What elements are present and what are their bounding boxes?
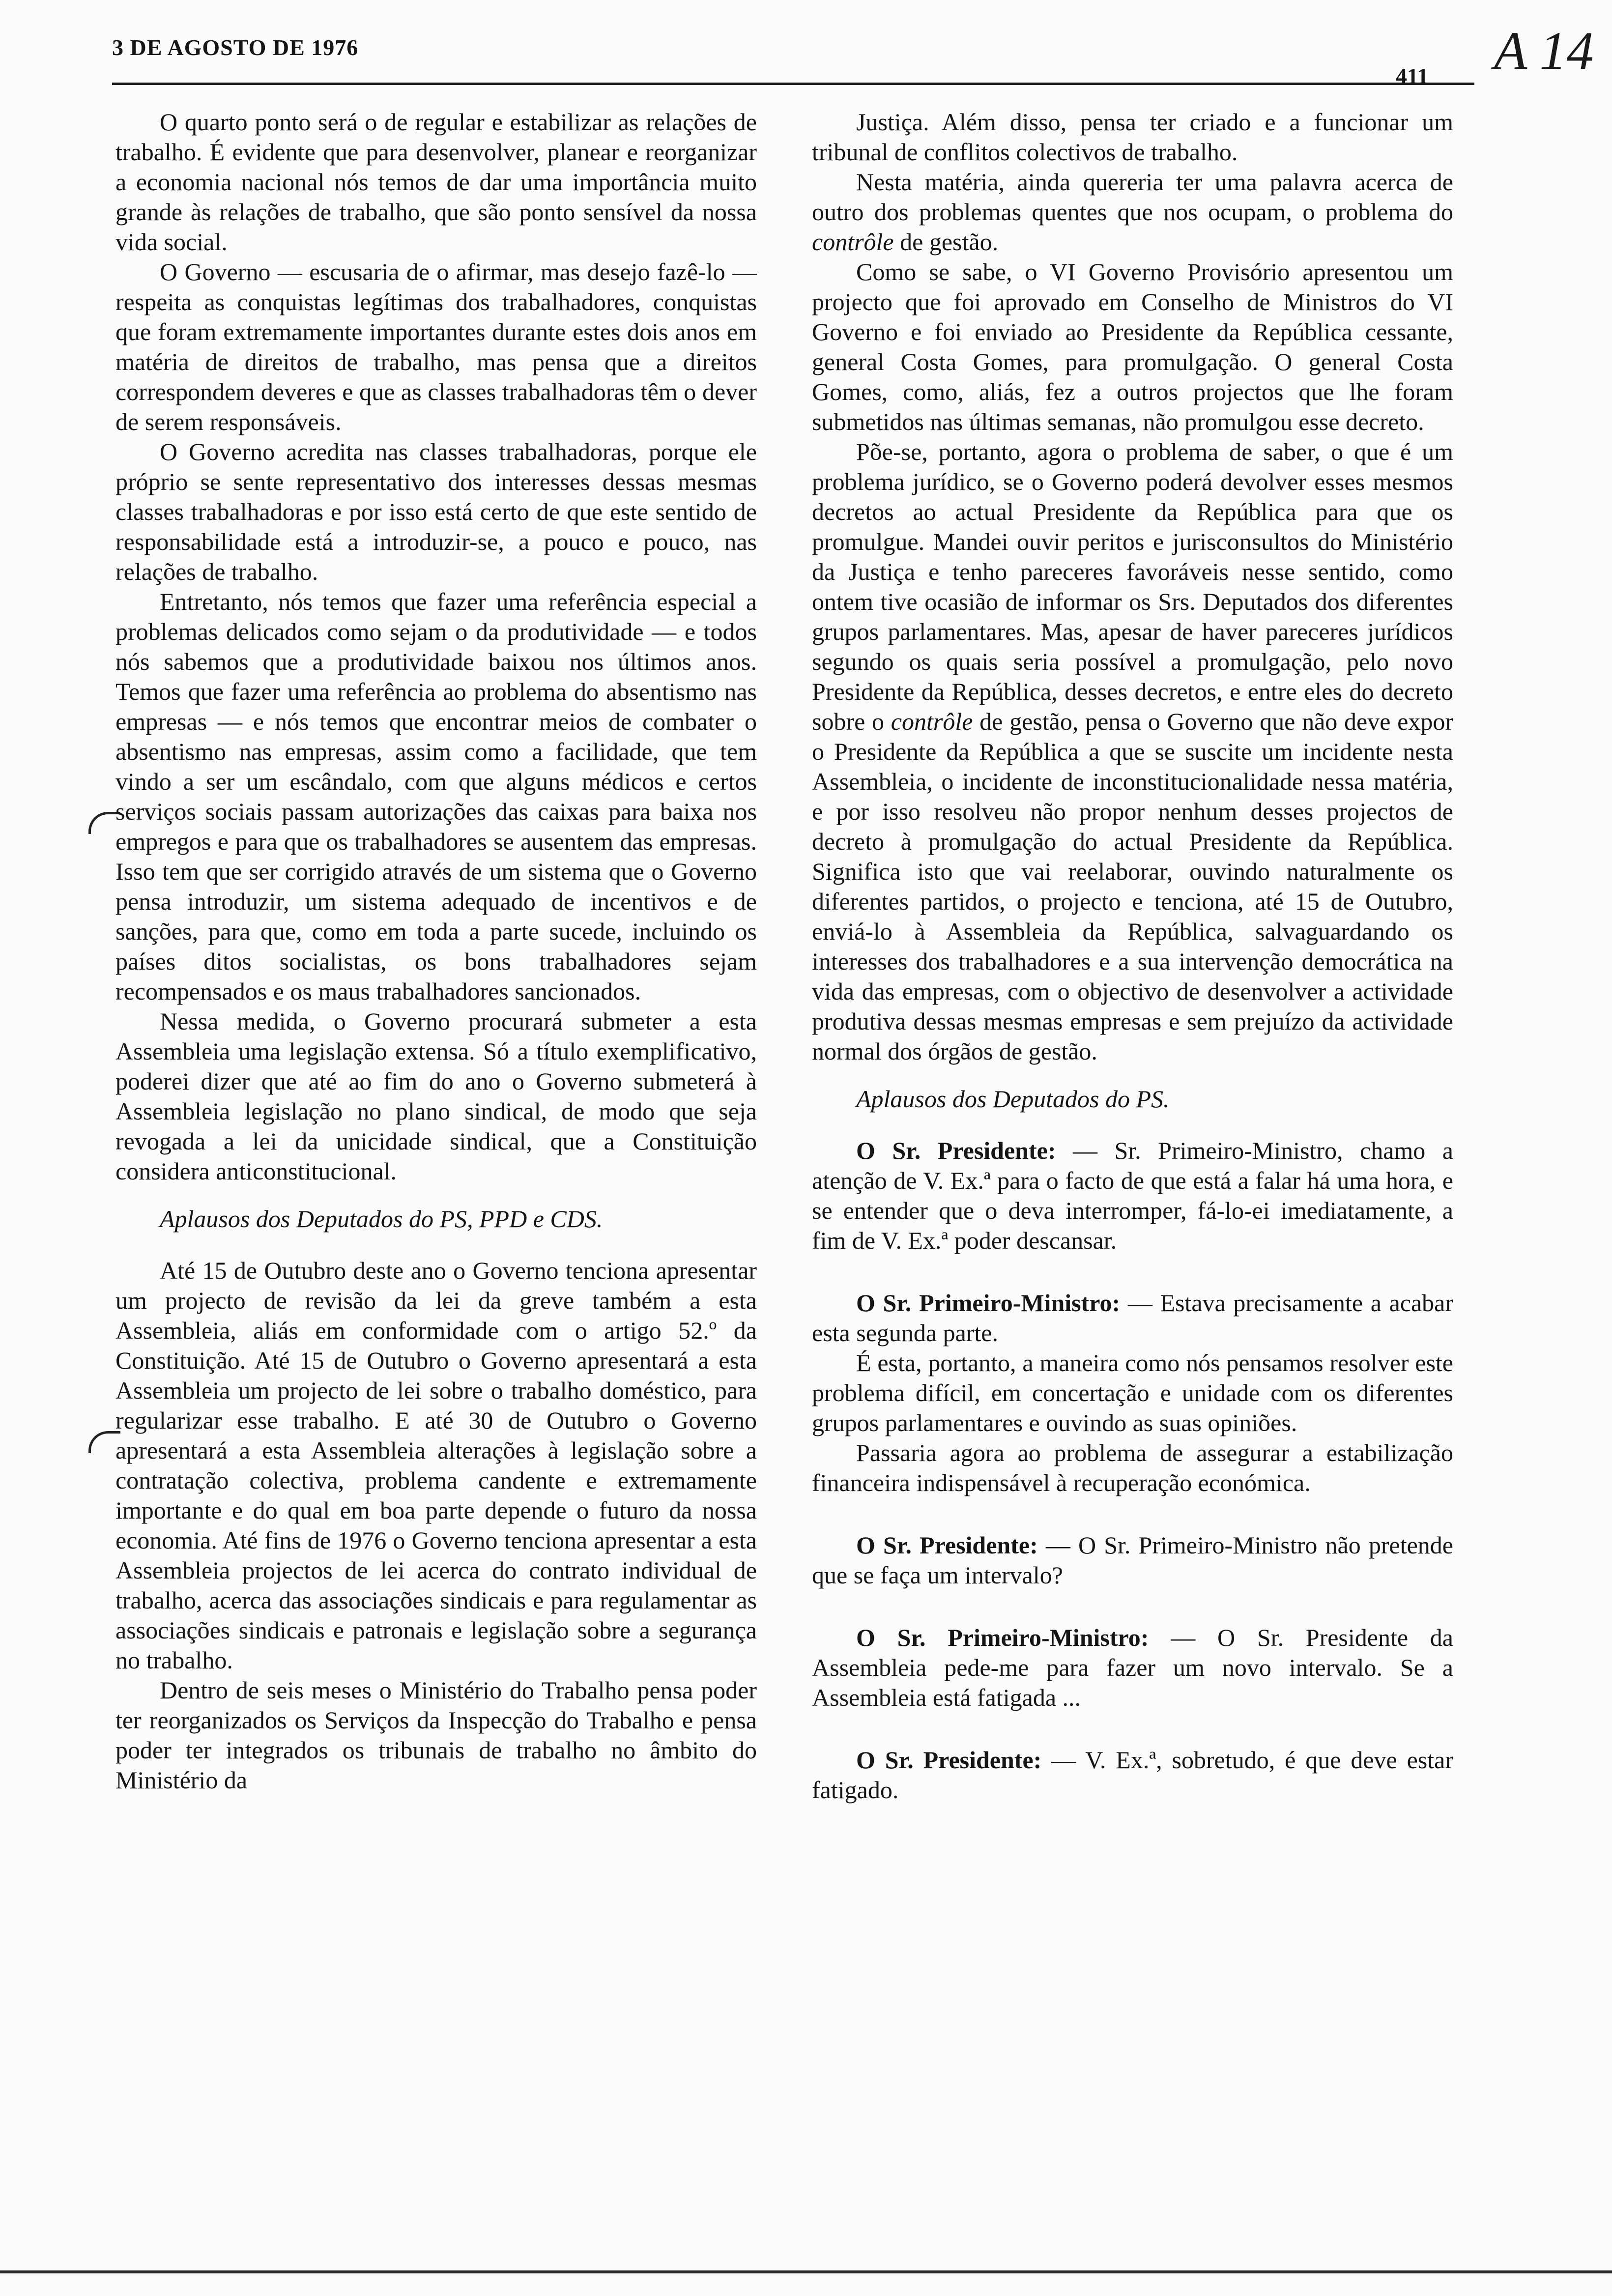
paragraph: Passaria agora ao problema de assegurar a estabilização financeira indispensável à recuperação económica. [812,1439,1453,1496]
paragraph: É esta, portanto, a maneira como nós pensamos resolver este problema difícil, em concertação e unidade com os diferentes grupos parlamentares e ouvindo as suas opiniões. [812,1349,1453,1436]
header-rule [112,83,1474,85]
paragraph: Justiça. Além disso, pensa ter criado e a funcionar um tribunal de conflitos colectivos de trabalho. [812,108,1453,166]
speech-text: — Sr. Primeiro-Ministro, chamo a atenção de V. Ex.ª para o facto de que está a falar há uma hora, e se entender que o deva interromper, fá-lo-ei imediatamente, a fim de V. Ex.ª poder descansar. [812,1137,1453,1254]
page-number: 411 [1396,63,1429,88]
paragraph: O Governo acredita nas classes trabalhadoras, porque ele próprio se sente representativo dos interesses dessas mesmas classes trabalhadoras e por isso está certo de que este sentido de responsabilidade está a introduzir-se, a pouco e pouco, nas relações de trabalho. [115,438,757,585]
paragraph: Entretanto, nós temos que fazer uma referência especial a problemas delicados como sejam o da produtividade — e todos nós sabemos que a produtividade baixou nos últimos anos. Temos que fazer uma referência ao problema do absentismo nas empresas — e nós temos que encontrar meios de combater o absentismo nas empresas, assim como a facilidade, que tem vindo a ser um escândalo, com que alguns médicos e certos serviços sociais passam autorizações das caixas para baixa nos empregos e para que os trabalhadores se ausentem das empresas. Isso tem que ser corrigido através de um sistema que o Governo pensa introduzir, um sistema adequado de incentivos e de sanções, para que, como em toda a parte sucede, incluindo os países ditos socialistas, os bons trabalhadores sejam recompensados e os maus trabalhadores sancionados. [115,588,757,1005]
speech-text: — O Sr. Presidente da Assembleia pede-me para fazer um novo intervalo. Se a Assembleia está fatigada ... [812,1624,1454,1711]
text-run: de gestão. [893,228,999,256]
paragraph: O Governo — escusaria de o afirmar, mas desejo fazê-lo — respeita as conquistas legítimas dos trabalhadores, conquistas que foram extremamente importantes durante estes dois anos em matéria de direitos de trabalho, mas pensa que a direitos correspondem deveres e que as classes trabalhadoras têm o dever de serem responsáveis. [115,258,757,435]
paragraph: Dentro de seis meses o Ministério do Trabalho pensa poder ter reorganizados os Serviços da Inspecção do Trabalho e pensa poder ter integrados os tribunais de trabalho no âmbito do Ministério da [115,1676,757,1794]
speech-text: — V. Ex.ª, sobretudo, é que deve estar fatigado. [812,1746,1453,1804]
speech-turn [812,1530,1453,1590]
speech-turn [812,1288,1453,1348]
paragraph: O quarto ponto será o de regular e estabilizar as relações de trabalho. É evidente que para desenvolver, planear e reorganizar a economia nacional nós temos de dar uma importância muito grande às relações de trabalho, que são ponto sensível da nossa vida social. [115,108,757,256]
text-run: Põe-se, portanto, agora o problema de saber, o que é um problema jurídico, se o Governo poderá devolver esses mesmos decretos ao actual Presidente da República para que os promulgue. Mandei ouvir peritos e jurisconsultos do Ministério da Justiça e tenho pareceres favoráveis nesse sentido, como ontem tive ocasião de informar os Srs. Deputados dos diferentes grupos parlamentares. Mas, apesar de haver pareceres jurídicos segundo os quais seria possível a promulgação, pelo novo Presidente da República, desses decretos, e entre eles do decreto sobre o [812,438,1453,735]
text-column-right [812,107,1453,2122]
emphasis-text: contrôle [812,228,894,256]
text-column-left [115,107,757,2122]
paragraph: Até 15 de Outubro deste ano o Governo tenciona apresentar um projecto de revisão da lei da greve também a esta Assembleia, aliás em conformidade com o artigo 52.º da Constituição. Até 15 de Outubro o Governo apresentará a esta Assembleia um projecto de lei sobre o trabalho doméstico, para regularizar esse trabalho. E até 30 de Outubro o Governo apresentará a esta Assembleia alterações à legislação sobre a contratação colectiva, problema candente e extremamente importante e do qual em boa parte depende o futuro da nossa economia. Até fins de 1976 o Governo tenciona apresentar a esta Assembleia projectos de lei acerca do contrato individual de trabalho, acerca das associações sindicais e para regulamentar as associações sindicais e patronais e legislação sobre a segurança no trabalho. [115,1257,757,1674]
running-header-date: 3 DE AGOSTO DE 1976 [112,35,359,60]
speaker-label: O Sr. Presidente: [856,1746,1042,1774]
speech-text: — Estava precisamente a acabar esta segunda parte. [812,1289,1453,1347]
speech-text: — O Sr. Primeiro-Ministro não pretende que se faça um intervalo? [812,1531,1453,1589]
speech-turn [812,1623,1453,1713]
paragraph [812,437,1453,1066]
speaker-label: O Sr. Presidente: [856,1137,1056,1164]
speech-turn [812,1745,1453,1805]
footer-rule [0,2270,1612,2273]
speech-turn [812,1136,1453,1256]
applause-note: Aplausos dos Deputados do PS. [856,1085,1170,1113]
emphasis-text: contrôle [891,708,973,735]
speaker-label: O Sr. Presidente: [856,1531,1038,1559]
paragraph [812,167,1453,257]
speaker-label: O Sr. Primeiro-Ministro: [856,1289,1121,1317]
text-run: de gestão, pensa o Governo que não deve expor o Presidente da República a que se suscite um incidente nesta Assembleia, o incidente de inconstitucionalidade nessa matéria, e por isso resolveu não propor nenhum desses projectos de decreto à promulgação do actual Presidente da República. Significa isto que vai reelaborar, ouvindo naturalmente os diferentes partidos, o projecto e tenciona, até 15 de Outubro, enviá-lo à Assembleia da República, salvaguardando os interesses dos trabalhadores e a sua intervenção democrática na vida das empresas, com o objectivo de desenvolver a actividade produtiva dessas mesmas empresas e sem prejuízo da actividade normal dos órgãos de gestão. [812,708,1453,1065]
paragraph: Nessa medida, o Governo procurará submeter a esta Assembleia uma legislação extensa. Só a título exemplificativo, poderei dizer que até ao fim do ano o Governo submeterá à Assembleia legislação no plano sindical, de modo que seja revogada a lei da unicidade sindical, que a Constituição considera anticonstitucional. [115,1007,757,1185]
speaker-label: O Sr. Primeiro-Ministro: [856,1624,1149,1651]
paragraph: Como se sabe, o VI Governo Provisório apresentou um projecto que foi aprovado em Conselho de Ministros do VI Governo e foi enviado ao Presidente da República cessante, general Costa Gomes, para promulgação. O general Costa Gomes, como, aliás, fez a outros projectos que lhe foram submetidos nas últimas semanas, não promulgou esse decreto. [812,258,1453,435]
handwritten-page-mark: A 14 [1494,21,1594,81]
text-run: Nesta matéria, ainda quereria ter uma palavra acerca de outro dos problemas quentes que nos ocupam, o problema do [812,168,1453,226]
applause-note: Aplausos dos Deputados do PS, PPD e CDS. [160,1205,603,1233]
